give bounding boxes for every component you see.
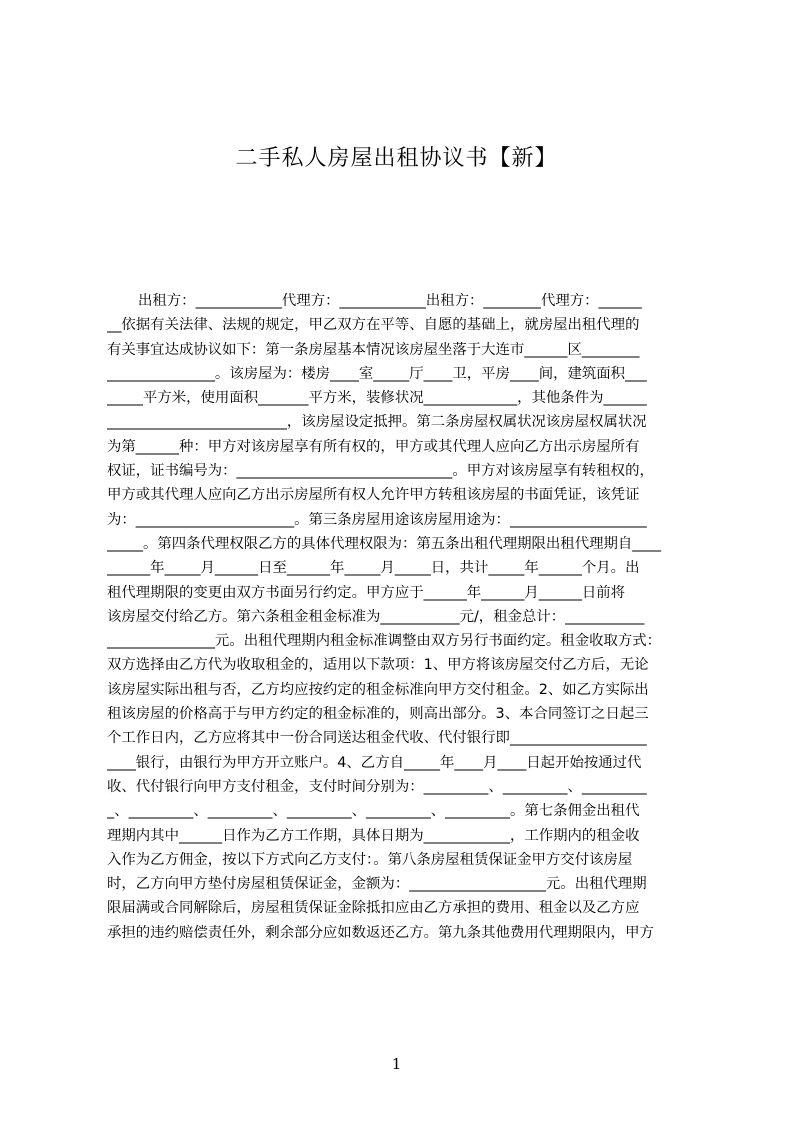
body-line: 为：______________________。第三条房屋用途该房屋用途为：___________________ bbox=[107, 511, 647, 528]
document-title: 二手私人房屋出租协议书【新】 bbox=[235, 146, 558, 171]
body-line: 权证，证书编号为：______________________________。甲方对该房屋享有转租权的， bbox=[107, 463, 654, 480]
body-line: 限届满或合同解除后，房屋租赁保证金除抵扣应由乙方承担的费用、租金以及乙方应 bbox=[107, 900, 640, 917]
body-line: 该房屋交付给乙方。第六条租金租金标准为___________元/，租金总计：___________ bbox=[107, 608, 645, 625]
body-line: 双方选择由乙方代为收取租金的，适用以下款项：1、甲方将该房屋交付乙方后，无论 bbox=[107, 657, 649, 674]
body-line: _____。第四条代理权限乙方的具体代理权限为：第五条出租代理期限出租代理期自____ bbox=[107, 535, 662, 552]
body-line: 承担的违约赔偿责任外，剩余部分应如数返还乙方。第九条其他费用代理期限内，甲方 bbox=[107, 924, 654, 941]
body-line: 入作为乙方佣金，按以下方式向乙方支付：。第八条房屋租赁保证金甲方交付该房屋 bbox=[107, 851, 633, 868]
body-line: 时，乙方向甲方垫付房屋租赁保证金，金额为：___________________元。出租代理期 bbox=[107, 876, 647, 893]
body-line: _______________元。出租代理期内租金标准调整由双方另行书面约定。租金收取方式： bbox=[107, 633, 662, 650]
body-line: _、_________、_________、_________、_________、_________。第七条佣金出租代 bbox=[107, 803, 640, 820]
body-line: 租代理期限的变更由双方书面另行约定。甲方应于______年______月______日前将 bbox=[107, 584, 626, 601]
body-line: _____平方米，使用面积_______平方米，装修状况_____________，其他条件为______ bbox=[107, 390, 647, 407]
body-line: __依据有关法律、法规的规定，甲乙双方在平等、自愿的基础上，就房屋出租代理的 bbox=[107, 317, 640, 334]
body-line: 理期内其中______日作为乙方工作期，具体日期为____________，工作期内的租金收 bbox=[107, 827, 640, 844]
body-line: 该房屋实际出租与否，乙方均应按约定的租金标准向甲方交付租金。2、如乙方实际出 bbox=[107, 681, 649, 698]
body-line: 租该房屋的价格高于与甲方约定的租金标准的，则高出部分。3、本合同签订之日起三 bbox=[107, 706, 649, 723]
body-line: _______________。该房屋为：楼房____室_____厅____卫，平房____间，建筑面积___ bbox=[107, 365, 647, 382]
body-line: ______年_____月______日至______年_____月_____日，共计_____年______个月。出 bbox=[107, 560, 640, 577]
body-line: 有关事宜达成协议如下：第一条房屋基本情况该房屋坐落于大连市______区________ bbox=[107, 341, 640, 358]
body-line: _________________________，该房屋设定抵押。第二条房屋权属状况该房屋权属状况 bbox=[107, 414, 647, 431]
body-line: 甲方或其代理人应向乙方出示房屋所有权人允许甲方转租该房屋的书面凭证，该凭证 bbox=[107, 487, 640, 504]
body-line: ____银行，由银行为甲方开立账户。4、乙方自_____年____月____日起开始按通过代 bbox=[107, 754, 642, 771]
document-body bbox=[107, 289, 700, 945]
body-line: 为第______种：甲方对该房屋享有所有权的，甲方或其代理人应向乙方出示房屋所有 bbox=[107, 438, 640, 455]
page-number: 1 bbox=[391, 1055, 402, 1073]
body-line: 个工作日内，乙方应将其中一份合同送达租金代收、代付银行即___________________ bbox=[107, 730, 647, 747]
body-line: 出租方：____________代理方：____________出租方：________代理方：______ bbox=[138, 293, 642, 309]
body-line: 收、代付银行向甲方支付租金，支付时间分别为：_________、_________、_________ bbox=[107, 778, 647, 795]
